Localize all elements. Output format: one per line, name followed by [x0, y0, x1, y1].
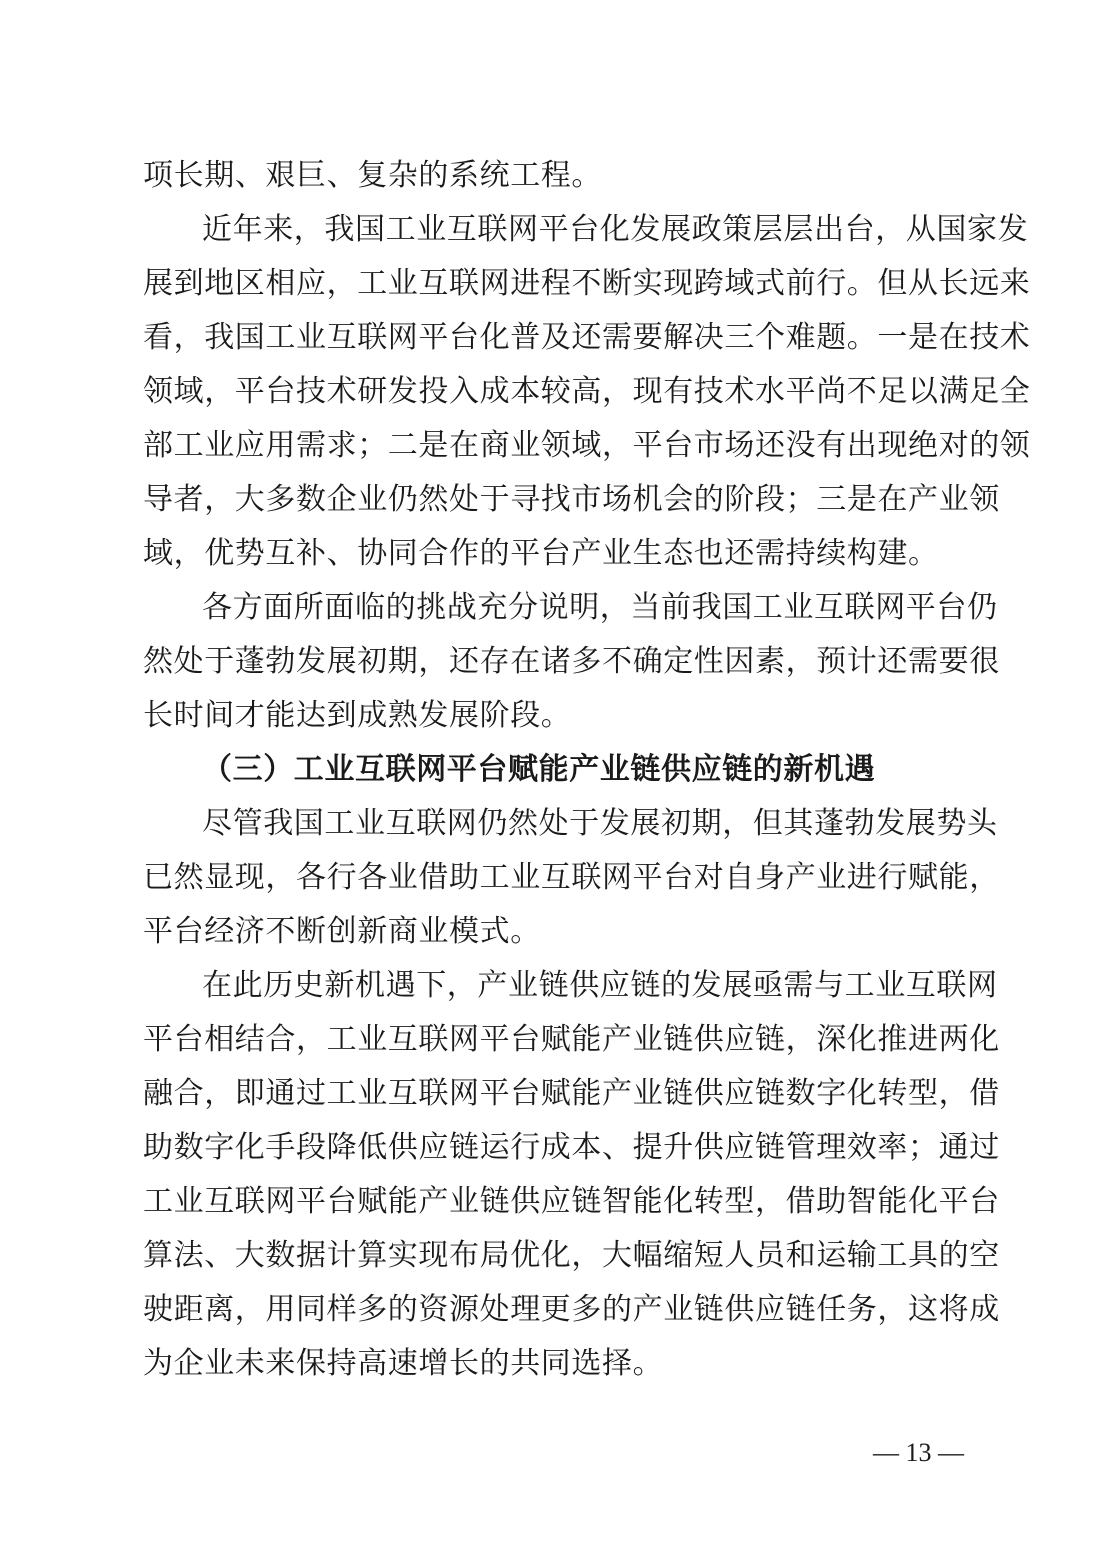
text-line: 看，我国工业互联网平台化普及还需要解决三个难题。一是在技术 — [143, 320, 1031, 355]
text-line: 长时间才能达到成熟发展阶段。 — [143, 698, 572, 733]
text-line: 导者，大多数企业仍然处于寻找市场机会的阶段；三是在产业领 — [143, 482, 1000, 517]
text-line: 为企业未来保持高速增长的共同选择。 — [143, 1346, 664, 1381]
text-line: 项长期、艰巨、复杂的系统工程。 — [143, 158, 602, 193]
text-line: 平台相结合，工业互联网平台赋能产业链供应链，深化推进两化 — [143, 1022, 1000, 1057]
text-line: 展到地区相应，工业互联网进程不断实现跨域式前行。但从长远来 — [143, 266, 1031, 301]
text-line: 算法、大数据计算实现布局优化，大幅缩短人员和运输工具的空 — [143, 1238, 1000, 1273]
text-line: 在此历史新机遇下，产业链供应链的发展亟需与工业互联网 — [202, 968, 998, 1003]
text-line: 驶距离，用同样多的资源处理更多的产业链供应链任务，这将成 — [143, 1292, 1000, 1327]
text-line: 近年来，我国工业互联网平台化发展政策层层出台，从国家发 — [202, 212, 1029, 247]
text-line: 领域，平台技术研发投入成本较高，现有技术水平尚不足以满足全 — [143, 374, 1031, 409]
text-line: 平台经济不断创新商业模式。 — [143, 914, 541, 949]
text-line: 域，优势互补、协同合作的平台产业生态也还需持续构建。 — [143, 536, 939, 571]
text-line: 助数字化手段降低供应链运行成本、提升供应链管理效率；通过 — [143, 1130, 1000, 1165]
page-number: — 13 — — [873, 1438, 964, 1467]
text-line: 然处于蓬勃发展初期，还存在诸多不确定性因素，预计还需要很 — [143, 644, 1000, 679]
text-line: 各方面所面临的挑战充分说明，当前我国工业互联网平台仍 — [202, 590, 998, 625]
text-line: 部工业应用需求；二是在商业领域，平台市场还没有出现绝对的领 — [143, 428, 1031, 463]
section-heading: （三）工业互联网平台赋能产业链供应链的新机遇 — [202, 752, 876, 787]
text-line: 融合，即通过工业互联网平台赋能产业链供应链数字化转型，借 — [143, 1076, 1000, 1111]
text-line: 尽管我国工业互联网仍然处于发展初期，但其蓬勃发展势头 — [202, 806, 998, 841]
text-line: 工业互联网平台赋能产业链供应链智能化转型，借助智能化平台 — [143, 1184, 1000, 1219]
text-line: 已然显现，各行各业借助工业互联网平台对自身产业进行赋能， — [143, 860, 1000, 895]
